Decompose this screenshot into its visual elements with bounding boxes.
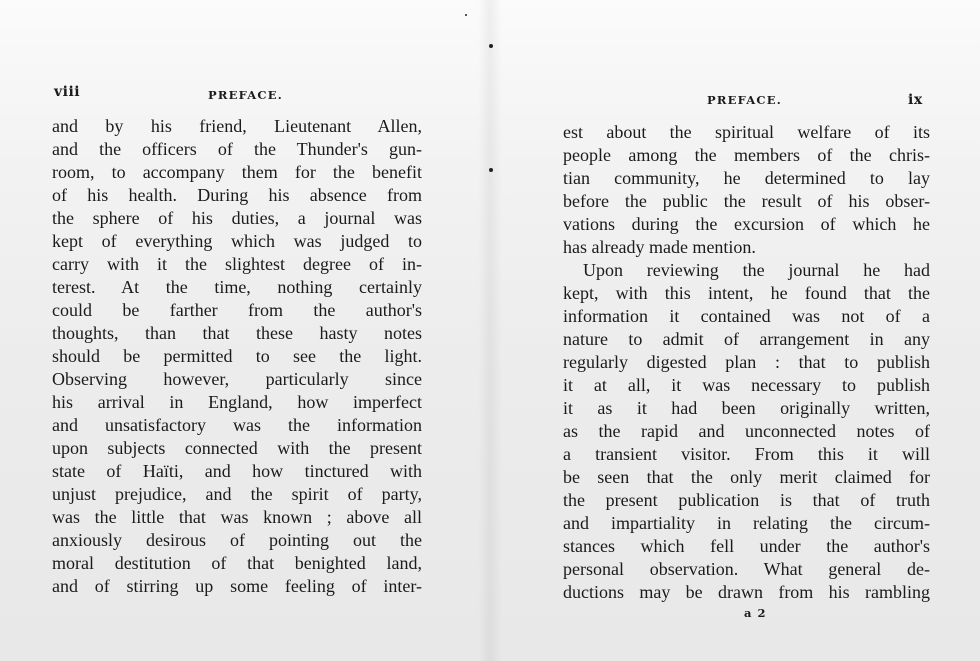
text-line: moral destitution of that benighted land, xyxy=(52,553,422,573)
text-line: personal observation. What general de- xyxy=(563,559,930,579)
text-line: should be permitted to see the light. xyxy=(52,346,422,366)
text-line: it as it had been originally written, xyxy=(563,398,930,418)
text-line: be seen that the only merit claimed for xyxy=(563,467,930,487)
text-line: has already made mention. xyxy=(563,237,756,257)
text-line: carry with it the slightest degree of in- xyxy=(52,254,422,274)
text-line: tian community, he determined to lay xyxy=(563,168,930,188)
text-line: ductions may be drawn from his rambling xyxy=(563,582,930,602)
text-line: the sphere of his duties, a journal was xyxy=(52,208,422,228)
text-line: and impartiality in relating the circum- xyxy=(563,513,930,533)
text-line: regularly digested plan : that to publish xyxy=(563,352,930,372)
text-line: Upon reviewing the journal he had xyxy=(583,260,930,280)
text-line: nature to admit of arrangement in any xyxy=(563,329,930,349)
text-line: information it contained was not of a xyxy=(563,306,930,326)
text-line: kept of everything which was judged to xyxy=(52,231,422,251)
text-line: kept, with this intent, he found that the xyxy=(563,283,930,303)
text-line: terest. At the time, nothing certainly xyxy=(52,277,422,297)
text-line: Observing however, particularly since xyxy=(52,369,422,389)
page-number: viii xyxy=(54,84,81,100)
text-line: state of Haïti, and how tinctured with xyxy=(52,461,422,481)
text-line: a transient visitor. From this it will xyxy=(563,444,930,464)
text-line: his arrival in England, how imperfect xyxy=(52,392,422,412)
page-number: ix xyxy=(908,92,923,108)
page-body xyxy=(563,121,930,604)
text-line: thoughts, than that these hasty notes xyxy=(52,323,422,343)
page-body xyxy=(52,115,422,598)
text-line: people among the members of the chris- xyxy=(563,145,930,165)
text-line: vations during the excursion of which he xyxy=(563,214,930,234)
text-line: the present publication is that of truth xyxy=(563,490,930,510)
text-line: and unsatisfactory was the information xyxy=(52,415,422,435)
text-line: as the rapid and unconnected notes of xyxy=(563,421,930,441)
text-line: could be farther from the author's xyxy=(52,300,422,320)
text-line: before the public the result of his obser- xyxy=(563,191,930,211)
text-line: was the little that was known ; above all xyxy=(52,507,422,527)
text-line: it at all, it was necessary to publish xyxy=(563,375,930,395)
text-line: anxiously desirous of pointing out the xyxy=(52,530,422,550)
text-line: and by his friend, Lieutenant Allen, xyxy=(52,116,422,136)
right-page xyxy=(490,0,980,661)
text-line: room, to accompany them for the benefit xyxy=(52,162,422,182)
text-line: upon subjects connected with the present xyxy=(52,438,422,458)
text-line: and the officers of the Thunder's gun- xyxy=(52,139,422,159)
text-line: of his health. During his absence from xyxy=(52,185,422,205)
signature-mark: a 2 xyxy=(744,606,767,620)
running-head: PREFACE. xyxy=(208,88,283,102)
text-line: est about the spiritual welfare of its xyxy=(563,122,930,142)
running-head: PREFACE. xyxy=(707,93,782,107)
text-line: unjust prejudice, and the spirit of party, xyxy=(52,484,422,504)
text-line: stances which fell under the author's xyxy=(563,536,930,556)
text-line: and of stirring up some feeling of inter- xyxy=(52,576,422,596)
